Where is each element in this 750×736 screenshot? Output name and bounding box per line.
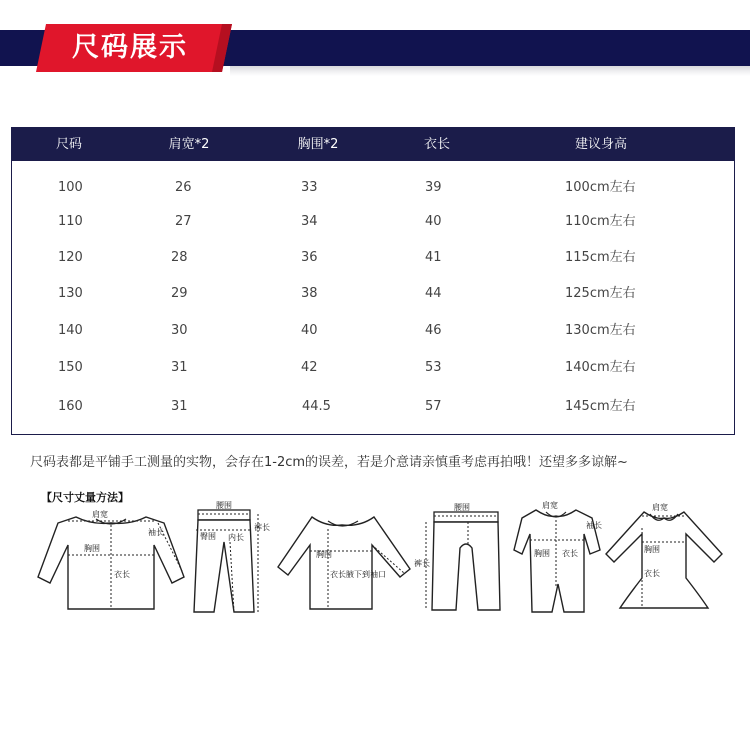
table-cell: 27	[175, 214, 192, 229]
table-cell: 145cm左右	[565, 399, 636, 414]
table-cell: 57	[425, 399, 442, 414]
table-cell: 53	[425, 360, 442, 375]
column-header-height: 建议身高	[574, 137, 628, 152]
label-shoulder: 肩宽	[92, 510, 108, 519]
column-header-size: 尺码	[55, 137, 83, 152]
table-cell: 100	[58, 180, 83, 195]
table-cell: 31	[171, 360, 188, 375]
table-header	[12, 128, 734, 161]
table-cell: 44	[425, 286, 442, 301]
table-cell: 33	[301, 180, 318, 195]
label-sleeve: 袖长	[148, 528, 164, 537]
dress-measure-diagram	[604, 500, 728, 618]
table-cell: 38	[301, 286, 318, 301]
tshirt-measure-diagram	[36, 505, 186, 615]
label-chest: 胸围	[644, 545, 660, 554]
label-pants-length: 裤长	[254, 523, 270, 532]
raglan-top-measure-diagram	[276, 505, 412, 615]
pants-measure-diagram	[188, 500, 268, 618]
table-cell: 39	[425, 180, 442, 195]
label-sleeve: 袖长	[586, 521, 602, 530]
table-cell: 110	[58, 214, 83, 229]
table-cell: 100cm左右	[565, 180, 636, 195]
table-cell: 160	[58, 399, 83, 414]
trousers-measure-diagram	[412, 500, 510, 618]
table-cell: 34	[301, 214, 318, 229]
table-cell: 130	[58, 286, 83, 301]
table-cell: 125cm左右	[565, 286, 636, 301]
label-length: 衣长	[330, 570, 346, 579]
table-cell: 36	[301, 250, 318, 265]
label-waist: 腰围	[454, 503, 470, 512]
label-length: 衣长	[644, 569, 660, 578]
column-header-length: 衣长	[423, 137, 451, 152]
banner-shadow	[230, 66, 750, 76]
label-chest: 胸围	[84, 544, 100, 553]
table-cell: 130cm左右	[565, 323, 636, 338]
table-cell: 140	[58, 323, 83, 338]
table-cell: 40	[425, 214, 442, 229]
label-length: 衣长	[562, 549, 578, 558]
size-table	[11, 127, 735, 435]
label-length: 衣长	[114, 570, 130, 579]
disclaimer-note: 尺码表都是平铺手工测量的实物，会存在1-2cm的误差，若是介意请亲慎重考虑再拍哦！还望多多谅解~	[30, 455, 628, 470]
table-cell: 115cm左右	[565, 250, 636, 265]
table-cell: 150	[58, 360, 83, 375]
table-cell: 31	[171, 399, 188, 414]
column-header-shoulder: 肩宽*2	[168, 137, 210, 152]
page-title: 尺码展示	[72, 32, 188, 63]
table-cell: 44.5	[302, 399, 331, 414]
table-cell: 120	[58, 250, 83, 265]
label-chest: 胸围	[534, 549, 550, 558]
table-cell: 140cm左右	[565, 360, 636, 375]
label-shoulder: 肩宽	[652, 503, 668, 512]
label-waist: 腰围	[216, 501, 232, 510]
table-cell: 30	[171, 323, 188, 338]
table-cell: 26	[175, 180, 192, 195]
label-hip: 臀围	[200, 532, 216, 541]
table-cell: 46	[425, 323, 442, 338]
table-cell: 42	[301, 360, 318, 375]
measurement-method-title: 【尺寸丈量方法】	[41, 491, 129, 504]
column-header-chest: 胸围*2	[297, 137, 339, 152]
table-cell: 110cm左右	[565, 214, 636, 229]
label-pants-length: 裤长	[414, 559, 430, 568]
table-cell: 28	[171, 250, 188, 265]
table-cell: 40	[301, 323, 318, 338]
table-cell: 41	[425, 250, 442, 265]
label-shoulder: 肩宽	[542, 501, 558, 510]
romper-measure-diagram	[512, 500, 602, 618]
label-armpit-to-cuff: 腋下到袖口	[346, 570, 386, 579]
table-cell: 29	[171, 286, 188, 301]
label-chest: 胸围	[316, 550, 332, 559]
label-inseam: 内长	[228, 533, 244, 542]
